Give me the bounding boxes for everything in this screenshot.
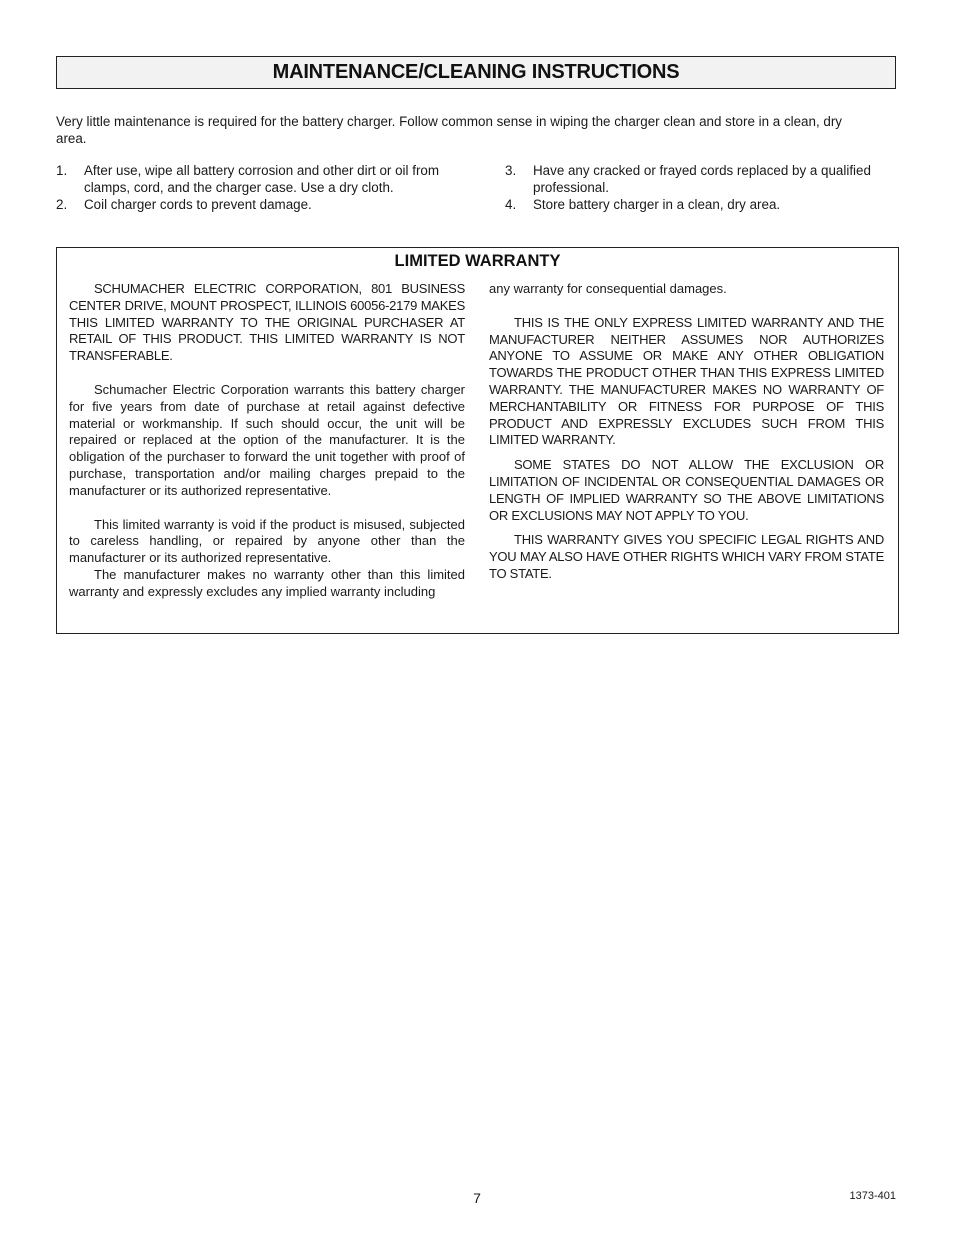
warranty-box (56, 247, 899, 634)
step-number: 1. (56, 163, 68, 178)
warranty-paragraph: This limited warranty is void if the product is misused, subjected to careless handling, or repaired by anyone other than the manufacturer or its authorized representative. (69, 516, 465, 566)
warranty-paragraph: SOME STATES DO NOT ALLOW THE EXCLUSION OR LIMITATION OF INCIDENTAL OR CONSEQUENTIAL DAMAGES OR LENGTH OF IMPLIED WARRANTY SO THE ABOVE LIMITATIONS OR EXCLUSIONS MAY NOT APPLY TO YOU. (489, 457, 884, 523)
warranty-paragraph: THIS WARRANTY GIVES YOU SPECIFIC LEGAL RIGHTS AND YOU MAY ALSO HAVE OTHER RIGHTS WHICH VARY FROM STATE TO STATE. (489, 532, 884, 581)
warranty-paragraph: Schumacher Electric Corporation warrants this battery charger for five years from date of purchase at retail against defective material or workmanship. If such should occur, the unit will be repaired or replaced at the option of the manufacturer. It is the obligation of the purchaser to forward the unit together with proof of purchase, transportation and/or mailing charges prepaid to the manufacturer or its authorized representative. (69, 381, 465, 498)
maintenance-step (505, 196, 885, 213)
warranty-paragraph: SCHUMACHER ELECTRIC CORPORATION, 801 BUSINESS CENTER DRIVE, MOUNT PROSPECT, ILLINOIS 60056-2179 MAKES THIS LIMITED WARRANTY TO THE ORIGINAL PURCHASER AT RETAIL OF THIS PRODUCT. THIS LIMITED WARRANTY IS NOT TRANSFERABLE. (69, 281, 465, 364)
step-text: Have any cracked or frayed cords replaced by a qualified professional. (533, 163, 871, 195)
warranty-title: LIMITED WARRANTY (394, 252, 561, 270)
maintenance-title: MAINTENANCE/CLEANING INSTRUCTIONS (272, 61, 680, 83)
maintenance-step (56, 196, 476, 213)
warranty-column-left (69, 281, 465, 601)
document-code: 1373-401 (849, 1190, 896, 1202)
warranty-paragraph: THIS IS THE ONLY EXPRESS LIMITED WARRANTY AND THE MANUFACTURER NEITHER ASSUMES NOR AUTHORIZES ANYONE TO ASSUME OR MAKE ANY OTHER OBLIGATION TOWARDS THE PRODUCT OTHER THAN THIS EXPRESS LIMITED WARRANTY. THE MANUFACTURER MAKES NO WARRANTY OF MERCHANTABILITY OR FITNESS FOR PURPOSE OF THIS PRODUCT AND EXPRESSLY EXCLUDES SUCH FROM THIS LIMITED WARRANTY. (489, 314, 884, 448)
step-text: Coil charger cords to prevent damage. (84, 197, 312, 212)
page-number: 7 (473, 1190, 481, 1206)
step-number: 3. (505, 163, 517, 178)
step-text: Store battery charger in a clean, dry area. (533, 197, 781, 212)
step-number: 4. (505, 197, 517, 212)
maintenance-intro: Very little maintenance is required for the battery charger. Follow common sense in wiping the charger clean and store in a clean, dry area. (56, 114, 842, 146)
maintenance-step (56, 162, 476, 196)
maintenance-step (505, 162, 885, 196)
maintenance-steps-left (56, 162, 476, 213)
warranty-column-right (489, 281, 884, 583)
maintenance-header (56, 56, 896, 89)
step-number: 2. (56, 197, 68, 212)
step-text: After use, wipe all battery corrosion and other dirt or oil from clamps, cord, and the charger case. Use a dry cloth. (84, 163, 440, 195)
warranty-paragraph: any warranty for consequential damages. (489, 281, 727, 296)
maintenance-steps-right (505, 162, 885, 213)
warranty-paragraph: The manufacturer makes no warranty other than this limited warranty and expressly excludes any implied warranty including (69, 566, 465, 599)
